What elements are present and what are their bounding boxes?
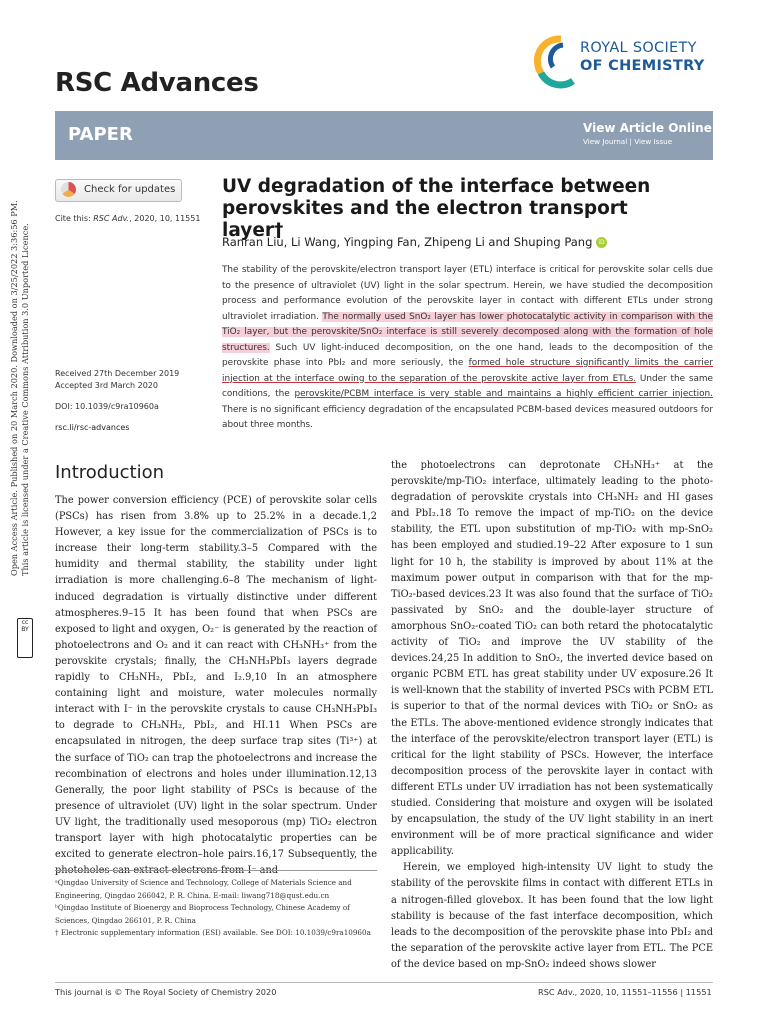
open-access-line: Open Access Article. Published on 20 March 2020. Downloaded on 3/25/2022 3:36:56 PM. (9, 200, 19, 576)
abstract-text-4: There is no significant efficiency degradation of the encapsulated PCBM-based devices measured outdoors for about three months. (222, 404, 713, 430)
abstract-underline-2: perovskite/PCBM interface is very stable and maintains a highly efficient carrier injection. (294, 389, 713, 399)
intro-paragraph-3: Herein, we employed high-intensity UV light to study the stability of the perovskite films in contact with different ETLs in a nitrogen-filled glovebox. It has been found that the low light stability is because of the fast interface decomposition, which leads to the decomposition of the perovskite phase into PbI₂ and the separation of the perovskite active layer from ETL. The PCE of the device based on mp-SnO₂ indeed shows slower (391, 862, 713, 970)
section-heading-introduction: Introduction (55, 462, 165, 483)
abstract-highlight: The normally used SnO₂ layer has lower photocatalytic activity in comparison with the TiO₂ layer, but the perovskite/SnO₂ interface is still severely decomposed along with the formation of hole structures. (222, 311, 713, 353)
citation (55, 214, 200, 223)
footnote-affiliation-b: ᵇQingdao Institute of Bioenergy and Bioprocess Technology, Chinese Academy of Sciences, Qingdao 266101, P. R. China (55, 903, 350, 925)
cite-details: , 2020, 10, 11551 (129, 214, 201, 223)
orcid-icon[interactable]: iD (596, 237, 607, 248)
publisher-name-line1: ROYAL SOCIETY (580, 40, 697, 56)
publisher-name-line2: OF CHEMISTRY (580, 58, 705, 74)
footnote-affiliation-a: ᵃQingdao University of Science and Technology, College of Materials Science and Engineering, Qingdao 266042, P. R. China. E-mail: liwang718@qust.edu.cn (55, 878, 352, 900)
footer-copyright: This journal is © The Royal Society of Chemistry 2020 (55, 987, 277, 997)
cc-license-text: cc BY (21, 619, 29, 633)
authors: Ranran Liu, Li Wang, Yingping Fan, Zhipeng Li and Shuping Pang (222, 235, 593, 249)
intro-paragraph-2: the photoelectrons can deprotonate CH₃NH₃⁺ at the perovskite/mp-TiO₂ interface, ultimately leading to the photo-degradation of perovskite crystals into CH₃NH₂ and HI gases and PbI₂.18 To remove the impact of mp-TiO₂ on the device stability, the ETL upon substitution of mp-TiO₂ with mp-SnO₂ has been employed and studied.19–22 After exposure to 1 sun light for 10 h, the stability is improved by about 11% at the maximum power output in comparison with that for the mp-TiO₂-based devices.23 It was also found that the surface of TiO₂ passivated by SnO₂ and the double-layer structure of amorphous SnO₂-coated TiO₂ can both retard the photocatalytic activity of TiO₂ and improve the UV stability of the devices.24,25 In addition to SnO₂, the inverted device based on organic PCBM ETL has great stability under UV exposure.26 It is well-known that the stability of inverted PSCs with PCBM ETL is superior to that of the normal devices with TiO₂ or SnO₂ as the ETLs. The above-mentioned evidence strongly indicates that the interface of the perovskite/electron transport layer (ETL) is critical for the light stability of PSCs. However, the interface decomposition process of the perovskite layer in contact with different ETLs under UV irradiation has not been systematically studied. Considering that moisture and oxygen will be isolated by encapsulation, the study of the UV light stability in an inert environment will be of more practical significance and wider applicability. (391, 460, 714, 858)
footnotes (55, 877, 377, 940)
journal-link[interactable]: rsc.li/rsc-advances (55, 423, 130, 432)
accepted-date: Accepted 3rd March 2020 (55, 381, 158, 390)
body-column-left (55, 493, 377, 879)
received-date: Received 27th December 2019 (55, 369, 180, 378)
cite-journal: RSC Adv. (93, 214, 130, 223)
cite-prefix: Cite this: (55, 214, 94, 223)
intro-paragraph-1: The power conversion efficiency (PCE) of perovskite solar cells (PSCs) has risen from 3.8% up to 25.2% in a decade.1,2 However, a key issue for the commercialization of PSCs is to increase their long-term stability.3–5 Compared with the humidity and thermal stability, the stability under light irradiation is more challenging.6–8 The mechanism of light-induced degradation is virtually distinctive under different atmospheres.9–15 It has been found that when PSCs are exposed to light and oxygen, O₂⁻ is generated by the reaction of photoelectrons and O₂ and it can react with CH₃NH₃⁺ from the perovskite crystals; finally, the CH₃NH₃PbI₃ layers degrade rapidly to CH₃NH₂, PbI₂, and I₂.9,10 In an atmosphere containing light and moisture, water molecules normally interact with I⁻ in the perovskite crystals to cause CH₃NH₃PbI₃ to degrade to CH₃NH₂, PbI₂, and HI.11 When PSCs are encapsulated in nitrogen, the deep surface trap sites (Ti³⁺) at the surface of TiO₂ can trap the photoelectrons and increase the recombination of electrons and holes under illumination.12,13 Generally, the poor light stability of PSCs is because of the presence of ultraviolet (UV) light in the solar spectrum. Under UV light, the traditionally used mesoporous (mp) TiO₂ electron transport layer with high photocatalytic properties can be excited to generate electron–hole pairs.16,17 Subsequently, the (55, 495, 377, 861)
journal-name: RSC Advances (55, 68, 259, 98)
view-journal-issue-links[interactable]: View Journal | View Issue (583, 137, 673, 146)
view-article-online-link[interactable]: View Article Online (583, 121, 712, 135)
abstract-underline-1: formed hole structure significantly limits the carrier injection at the interface owing to the separation of the perovskite active layer from ETLs. (222, 358, 713, 384)
check-updates-icon (61, 182, 76, 197)
open-access-notice (9, 200, 31, 576)
abstract (222, 263, 713, 434)
abstract-text-2: Such UV light-induced decomposition, on the one hand, leads to the decomposition of the perovskite phase into PbI₂ and more seriously, the (222, 342, 713, 368)
license-line: This article is licensed under a Creative Commons Attribution 3.0 Unported Licence. (20, 223, 30, 576)
footnote-divider (55, 870, 377, 871)
abstract-text-1: The stability of the perovskite/electron transport layer (ETL) interface is critical for perovskite solar cells due to the presence of ultraviolet (UV) light in the solar spectrum. Herein, we have studied the decomposition process and performance evolution of the perovskite layer in contact with different ETLs under strong ultraviolet irradiation. (222, 265, 713, 322)
article-title: UV degradation of the interface between perovskites and the electron transport layer† (222, 176, 651, 241)
footer-divider (55, 982, 713, 983)
abstract-text-3: Under the same conditions, the (222, 373, 714, 399)
paper-type-label: PAPER (68, 124, 133, 145)
dates (55, 368, 179, 392)
footnote-esi: † Electronic supplementary information (ESI) available. See DOI: 10.1039/c9ra10960a (55, 928, 371, 937)
body-column-right (391, 458, 713, 973)
author-list (222, 235, 607, 249)
footer-page-info: RSC Adv., 2020, 10, 11551–11556 | 11551 (538, 987, 712, 997)
cc-license-badge[interactable] (17, 618, 33, 658)
check-for-updates-label: Check for updates (84, 184, 176, 195)
doi[interactable]: DOI: 10.1039/c9ra10960a (55, 402, 159, 411)
paper-banner (55, 111, 713, 160)
